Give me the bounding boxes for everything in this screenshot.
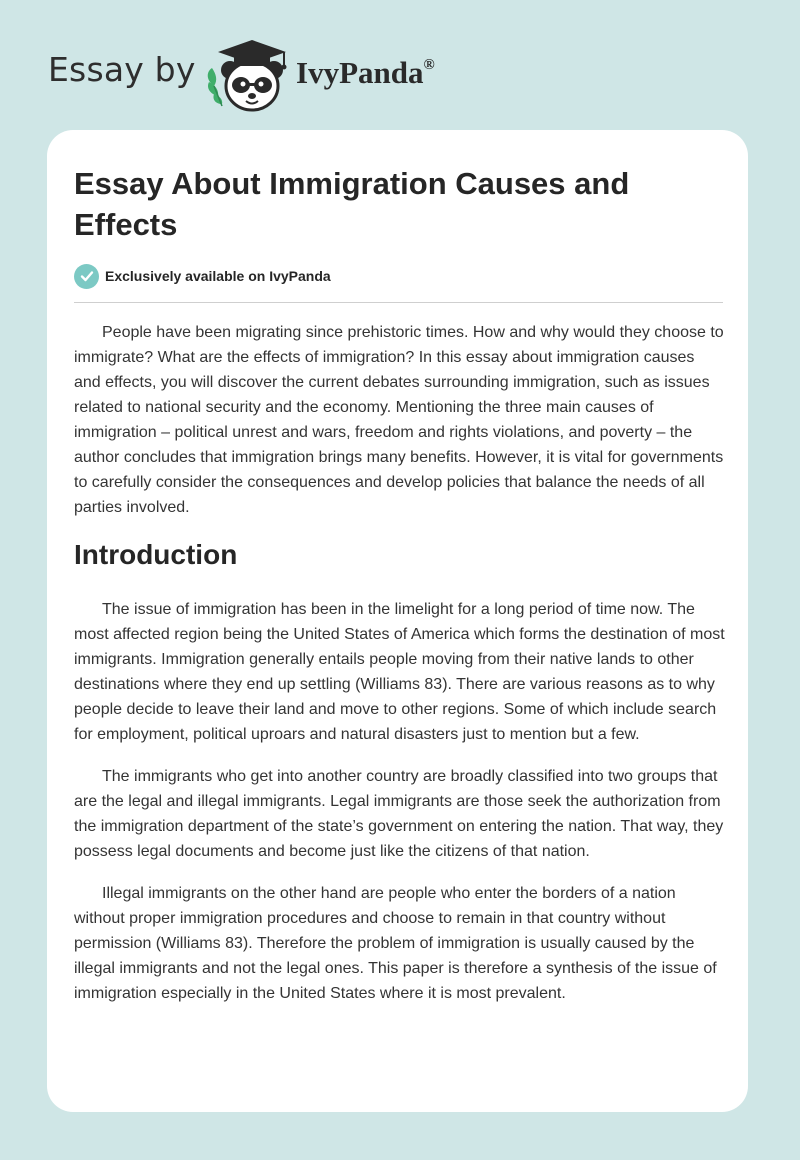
check-icon — [74, 264, 99, 289]
body-paragraph: The issue of immigration has been in the limelight for a long period of time now. The most affected region being the United States of America which forms the destination of most immigrants. Immigration generally entails people moving from their native lands to other destinations where they end up settling (Williams 83). There are various reasons as to why people decide to leave their land and move to other regions. Some of which include search for employment, political uproars and natural disasters just to mention but a few. — [74, 601, 725, 743]
badge-label: Exclusively available on IvyPanda — [105, 268, 331, 284]
exclusive-badge — [74, 263, 331, 289]
introduction-section — [74, 597, 725, 1023]
page-title: Essay About Immigration Causes and Effects — [74, 166, 630, 242]
brand-name[interactable] — [296, 55, 435, 91]
summary-block — [74, 320, 725, 520]
divider — [74, 302, 723, 303]
section-heading: Introduction — [74, 539, 238, 570]
summary-paragraph: People have been migrating since prehistoric times. How and why would they choose to immigrate? What are the effects of immigration? In this essay about immigration causes and effects, you will discover the current debates surrounding immigration, such as issues related to national security and the economy. Mentioning the three main causes of immigration – political unrest and wars, freedom and rights violations, and poverty – the author concludes that immigration brings many benefits. However, it is vital for governments to carefully consider the consequences and develop policies that balance the needs of all parties involved. — [74, 324, 724, 516]
brand-prefix: Essay by — [48, 50, 196, 89]
essay-card — [47, 130, 748, 1112]
panda-graduate-icon[interactable] — [200, 34, 296, 114]
brand-name-text: IvyPanda — [296, 55, 424, 90]
body-paragraph: Illegal immigrants on the other hand are people who enter the borders of a nation without proper immigration procedures and choose to remain in that country without permission (Williams 83). Therefore the problem of immigration is usually caused by the illegal immigrants and not the legal ones. This paper is therefore a synthesis of the issue of immigration especially in the United States where it is most prevalent. — [74, 885, 717, 1002]
body-paragraph: The immigrants who get into another country are broadly classified into two groups that are the legal and illegal immigrants. Legal immigrants are those seek the authorization from the immigration department of the state’s government on entering the nation. That way, they possess legal documents and become just like the citizens of that nation. — [74, 768, 724, 860]
registered-mark: ® — [423, 57, 435, 73]
site-header — [0, 0, 800, 120]
